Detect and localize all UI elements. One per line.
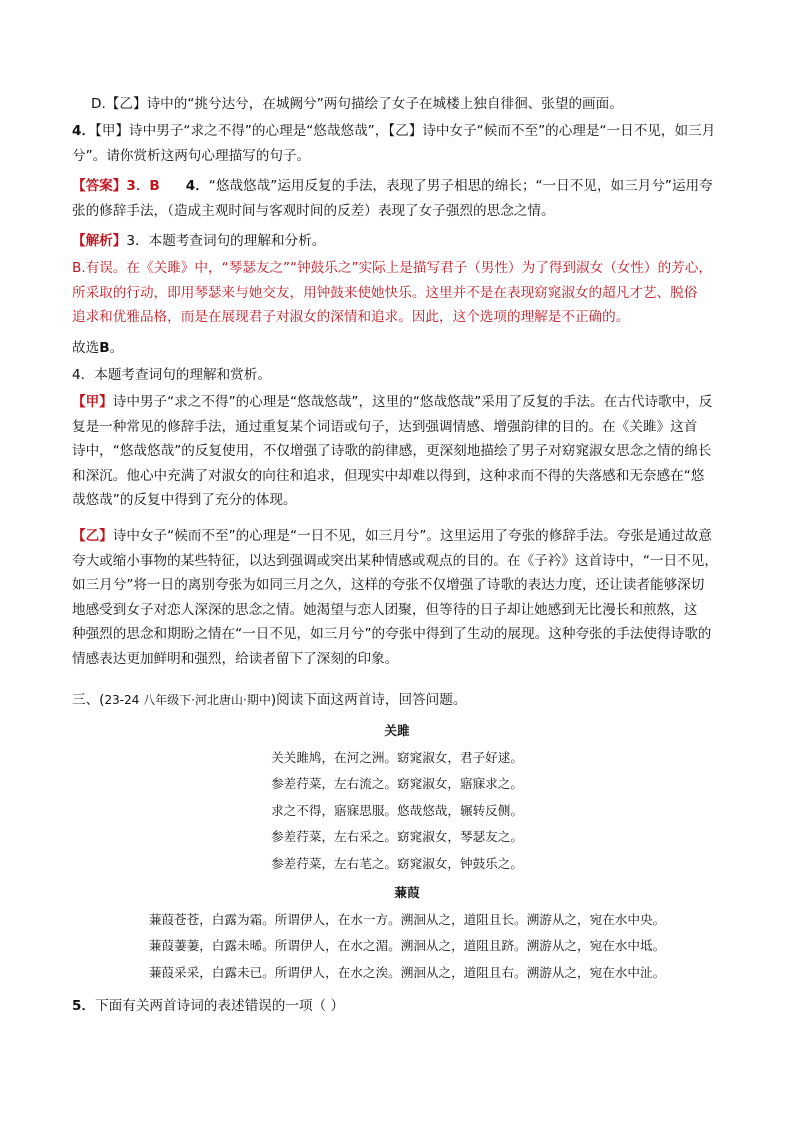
poem-line: 求之不得，寤寐思服。悠哉悠哉，辗转反侧。 <box>271 802 523 818</box>
answer-key-3: 3．B <box>126 178 160 194</box>
poem-line: 参差荇菜，左右流之。窈窕淑女，寤寐求之。 <box>271 776 523 792</box>
poem-line: 参差荇菜，左右芼之。窈窕淑女，钟鼓乐之。 <box>271 855 523 871</box>
option-d: D.【乙】诗中的“挑兮达兮，在城阙兮”两句描绘了女子在城楼上独自徘徊、张望的画面。 <box>91 96 623 112</box>
poem-line: 蒹葭萋萋，白露未晞。所谓伊人，在水之湄。溯洄从之，道阻且跻。溯游从之，宛在水中坻。 <box>148 938 666 954</box>
question-4: 4．【甲】诗中男子“求之不得”的心理是“悠哉悠哉”，【乙】诗中女子“候而不至”的心理是“一日不见，如三月 兮”。请你赏析这两句心理描写的句子。 <box>72 123 716 164</box>
poem-line: 关关雎鸠，在河之洲。窈窕淑女，君子好逑。 <box>271 749 523 765</box>
analysis-jia-paragraph: 【甲】诗中男子“求之不得”的心理是“悠哉悠哉”，这里的“悠哉悠哉”采用了反复的手法。在古代诗歌中，反 复是一种常见的修辞手法，通过重复某个词语或句子，达到强调情感、增强韵律的目的。在《关雎》这首 诗中，“悠哉悠哉”的反复使用，不仅增强了诗歌的韵律感，更深刻地描绘了男子对窈窕淑女思念之情的绵长 和深沉。他心中充满了对淑女的向往和追求，但现实中却难以得到，这种求而不得的失落感和无奈感在“悠 哉悠哉”的反复中得到了充分的体现。 <box>72 394 713 509</box>
section-3-source: 23-24 八年级下·河北唐山·期中 <box>104 693 271 707</box>
answer-tag: 【答案】 <box>72 178 127 194</box>
poem-jianjia-title: 蒹葭 <box>394 885 420 900</box>
poem-guanju-title: 关雎 <box>384 723 410 738</box>
analysis-intro-4: 4．本题考查词句的理解和赏析。 <box>72 367 271 383</box>
poem-line: 蒹葭采采，白露未已。所谓伊人，在水之涘。溯洄从之，道阻且右。溯游从之，宛在水中沚。 <box>148 964 666 980</box>
analysis-tag: 【解析】 <box>72 233 127 249</box>
question-5: 5．下面有关两首诗词的表述错误的一项（ ） <box>72 998 345 1014</box>
analysis-b-paragraph: B.有误。在《关雎》中，“琴瑟友之”“钟鼓乐之”实际上是描写君子（男性）为了得到淑女（女性）的芳心， 所采取的行动，即用琴瑟来与她交友，用钟鼓来使她快乐。这里并不是在表现窈窕淑女的超凡才艺、脱俗 追求和优雅品格，而是在展现君子对淑女的深情和追求。因此，这个选项的理解是不正确的。 <box>72 260 712 326</box>
analysis-yi-paragraph: 【乙】诗中女子“候而不至”的心理是“一日不见，如三月兮”。这里运用了夸张的修辞手法。夸张是通过故意 夸大或缩小事物的某些特征，以达到强调或突出某种情感或观点的目的。在《子衿》这首诗中，“一日不见， 如三月兮”将一日的离别夸张为如同三月之久，这样的夸张不仅增强了诗歌的表达力度，还让读者能够深切 地感受到女子对恋人深深的思念之情。她渴望与恋人团聚，但等待的日子却让她感到无比漫长和煎熬，这 种强烈的思念和期盼之情在“一日不见，如三月兮”的夸张中得到了生动的展现。这种夸张的手法使得诗歌的 情感表达更加鲜明和强烈，给读者留下了深刻的印象。 <box>72 528 718 667</box>
poem-jianjia <box>82 880 732 986</box>
poem-line: 蒹葭苍苍，白露为霜。所谓伊人，在水一方。溯洄从之，道阻且长。溯游从之，宛在水中央。 <box>148 911 666 927</box>
section-3-heading: 三、(23-24 八年级下·河北唐山·期中)阅读下面这两首诗，回答问题。 <box>72 692 467 708</box>
poem-guanju <box>72 718 722 878</box>
answer-block: 【答案】3．B 4．“悠哉悠哉”运用反复的手法，表现了男子相思的绵长；“一日不见，如三月兮”运用夸 张的修辞手法，（造成主观时间与客观时间的反差）表现了女子强烈的思念之情。 <box>72 178 713 219</box>
q5-number: 5． <box>72 998 96 1014</box>
analysis-heading: 【解析】3．本题考查词句的理解和分析。 <box>72 233 326 249</box>
poem-line: 参差荇菜，左右采之。窈窕淑女，琴瑟友之。 <box>271 829 523 845</box>
q4-number: 4． <box>72 123 96 139</box>
choose-line: 故选B。 <box>72 340 124 356</box>
